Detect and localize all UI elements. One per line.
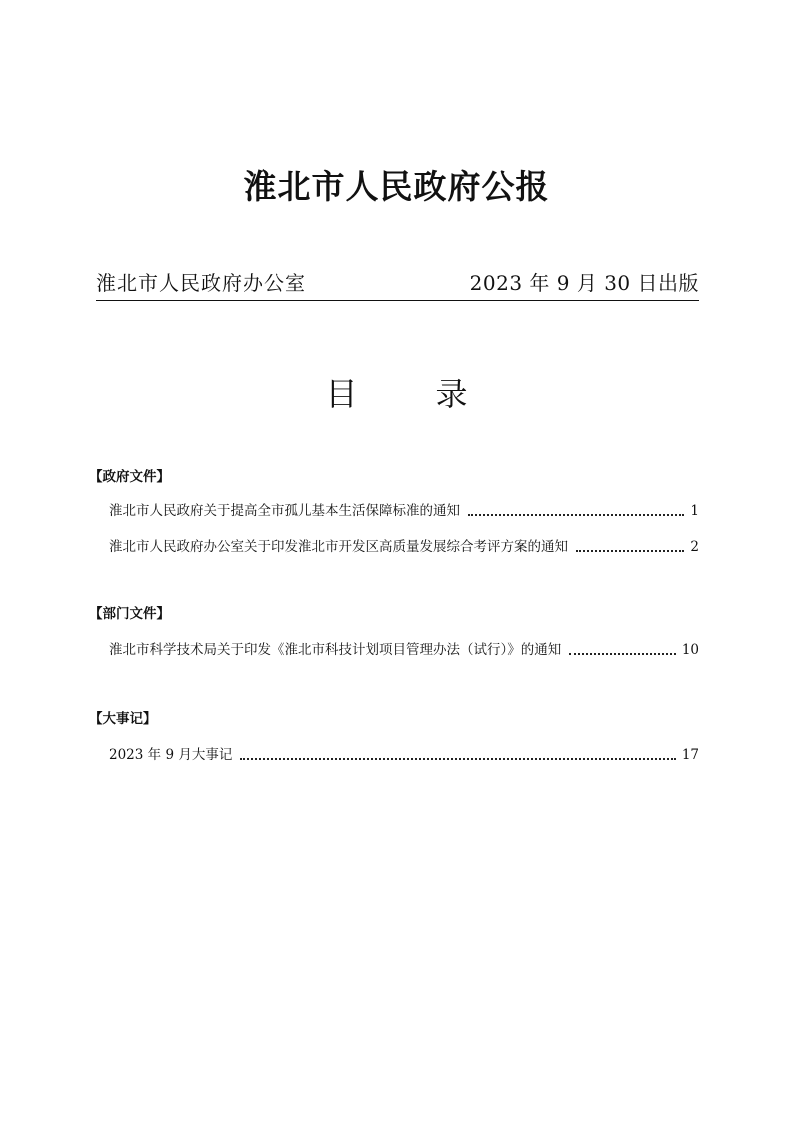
toc-entry-title: 淮北市人民政府办公室关于印发淮北市开发区高质量发展综合考评方案的通知 (109, 539, 568, 555)
section-label-department-documents: 【部门文件】 (89, 606, 170, 622)
toc-entry[interactable] (109, 640, 699, 660)
publisher-line (96, 270, 699, 301)
toc-entry-page: 17 (681, 747, 699, 763)
toc-entry-title: 淮北市科学技术局关于印发《淮北市科技计划项目管理办法（试行）》的通知 (109, 642, 562, 658)
publisher-name: 淮北市人民政府办公室 (96, 271, 306, 295)
toc-entry-title: 淮北市人民政府关于提高全市孤儿基本生活保障标准的通知 (109, 503, 460, 519)
toc-heading-right: 录 (435, 375, 468, 413)
toc-entry-page: 10 (681, 642, 699, 658)
publication-date: 2023 年 9 月 30 日出版 (469, 271, 699, 295)
dot-leader (468, 513, 684, 516)
section-label-government-documents: 【政府文件】 (89, 469, 170, 485)
section-label-chronicle: 【大事记】 (89, 711, 157, 727)
toc-entry-page: 2 (690, 539, 699, 555)
toc-entry-title: 2023 年 9 月大事记 (109, 747, 233, 763)
toc-entry-page: 1 (690, 503, 699, 519)
toc-entry[interactable] (109, 537, 699, 557)
toc-heading-left: 目 (325, 375, 358, 413)
dot-leader (576, 549, 684, 552)
dot-leader (240, 757, 675, 760)
toc-heading (0, 370, 793, 418)
dot-leader (569, 652, 676, 655)
toc-entry[interactable] (109, 745, 699, 765)
gazette-title: 淮北市人民政府公报 (243, 167, 550, 206)
toc-entry[interactable] (109, 501, 699, 521)
